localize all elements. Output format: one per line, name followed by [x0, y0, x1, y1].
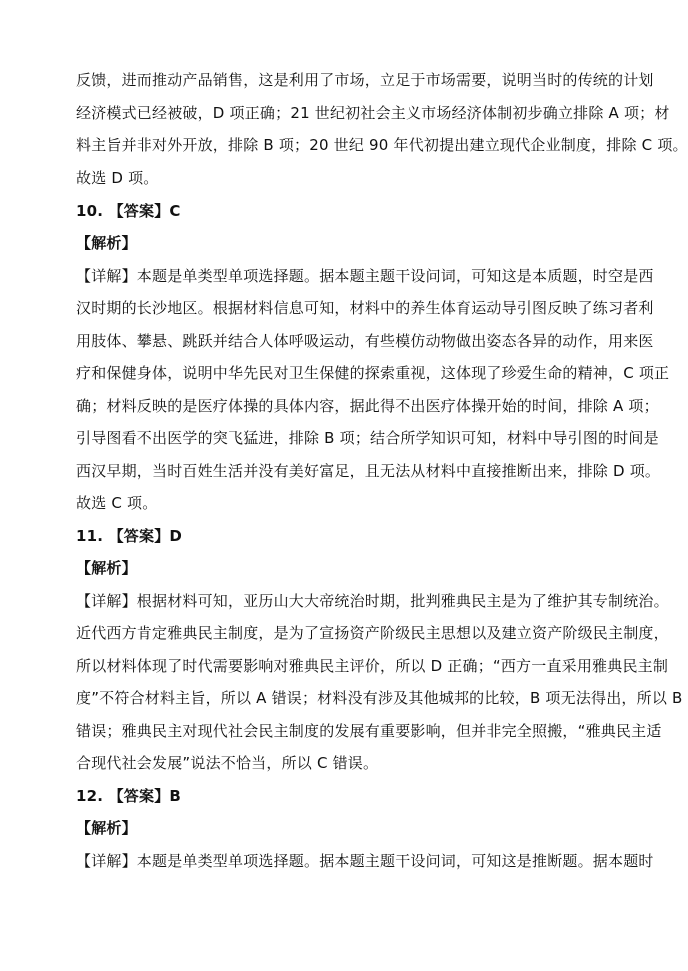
- paragraph-line: 度”不符合材料主旨，所以 A 错误；材料没有涉及其他城邦的比较，B 项无法得出，所以 B: [76, 689, 683, 707]
- paragraph-line: 所以材料体现了时代需要影响对雅典民主评价，所以 D 正确；“西方一直采用雅典民主制: [76, 657, 669, 675]
- answer-heading-12: 12. 【答案】B: [76, 787, 182, 805]
- analysis-heading: 【解析】: [76, 234, 137, 252]
- paragraph-line: 故选 D 项。: [76, 169, 159, 187]
- paragraph-line: 引导图看不出医学的突飞猛进，排除 B 项；结合所学知识可知，材料中导引图的时间是: [76, 429, 659, 447]
- paragraph-line: 反馈，进而推动产品销售，这是利用了市场，立足于市场需要，说明当时的传统的计划: [76, 71, 654, 89]
- paragraph-line: 汉时期的长沙地区。根据材料信息可知，材料中的养生体育运动导引图反映了练习者利: [76, 299, 654, 317]
- paragraph-line: 经济模式已经被破，D 项正确；21 世纪初社会主义市场经济体制初步确立排除 A 项；材: [76, 104, 670, 122]
- paragraph-line: 近代西方肯定雅典民主制度，是为了宣扬资产阶级民主思想以及建立资产阶级民主制度，: [76, 624, 669, 642]
- paragraph-line: 错误；雅典民主对现代社会民主制度的发展有重要影响，但并非完全照搬，“雅典民主适: [76, 722, 662, 740]
- paragraph-line: 【详解】本题是单类型单项选择题。据本题主题干设问词，可知这是推断题。据本题时: [76, 852, 654, 870]
- analysis-heading: 【解析】: [76, 559, 137, 577]
- paragraph-line: 确；材料反映的是医疗体操的具体内容，据此得不出医疗体操开始的时间，排除 A 项；: [76, 397, 659, 415]
- paragraph-line: 料主旨并非对外开放，排除 B 项；20 世纪 90 年代初提出建立现代企业制度，排除 C 项。: [76, 136, 688, 154]
- paragraph-line: 故选 C 项。: [76, 494, 158, 512]
- paragraph-line: 疗和保健身体，说明中华先民对卫生保健的探索重视，这体现了珍爱生命的精神，C 项正: [76, 364, 670, 382]
- paragraph-line: 西汉早期，当时百姓生活并没有美好富足，且无法从材料中直接推断出来，排除 D 项。: [76, 462, 661, 480]
- paragraph-line: 【详解】根据材料可知，亚历山大大帝统治时期，批判雅典民主是为了维护其专制统治。: [76, 592, 669, 610]
- paragraph-line: 合现代社会发展”说法不恰当，所以 C 错误。: [76, 754, 379, 772]
- paragraph-line: 【详解】本题是单类型单项选择题。据本题主题干设问词，可知这是本质题，时空是西: [76, 267, 654, 285]
- answer-heading-11: 11. 【答案】D: [76, 527, 183, 545]
- analysis-heading: 【解析】: [76, 819, 137, 837]
- paragraph-line: 用肢体、攀悬、跳跃并结合人体呼吸运动，有些模仿动物做出姿态各异的动作，用来医: [76, 332, 654, 350]
- answer-heading-10: 10. 【答案】C: [76, 202, 181, 220]
